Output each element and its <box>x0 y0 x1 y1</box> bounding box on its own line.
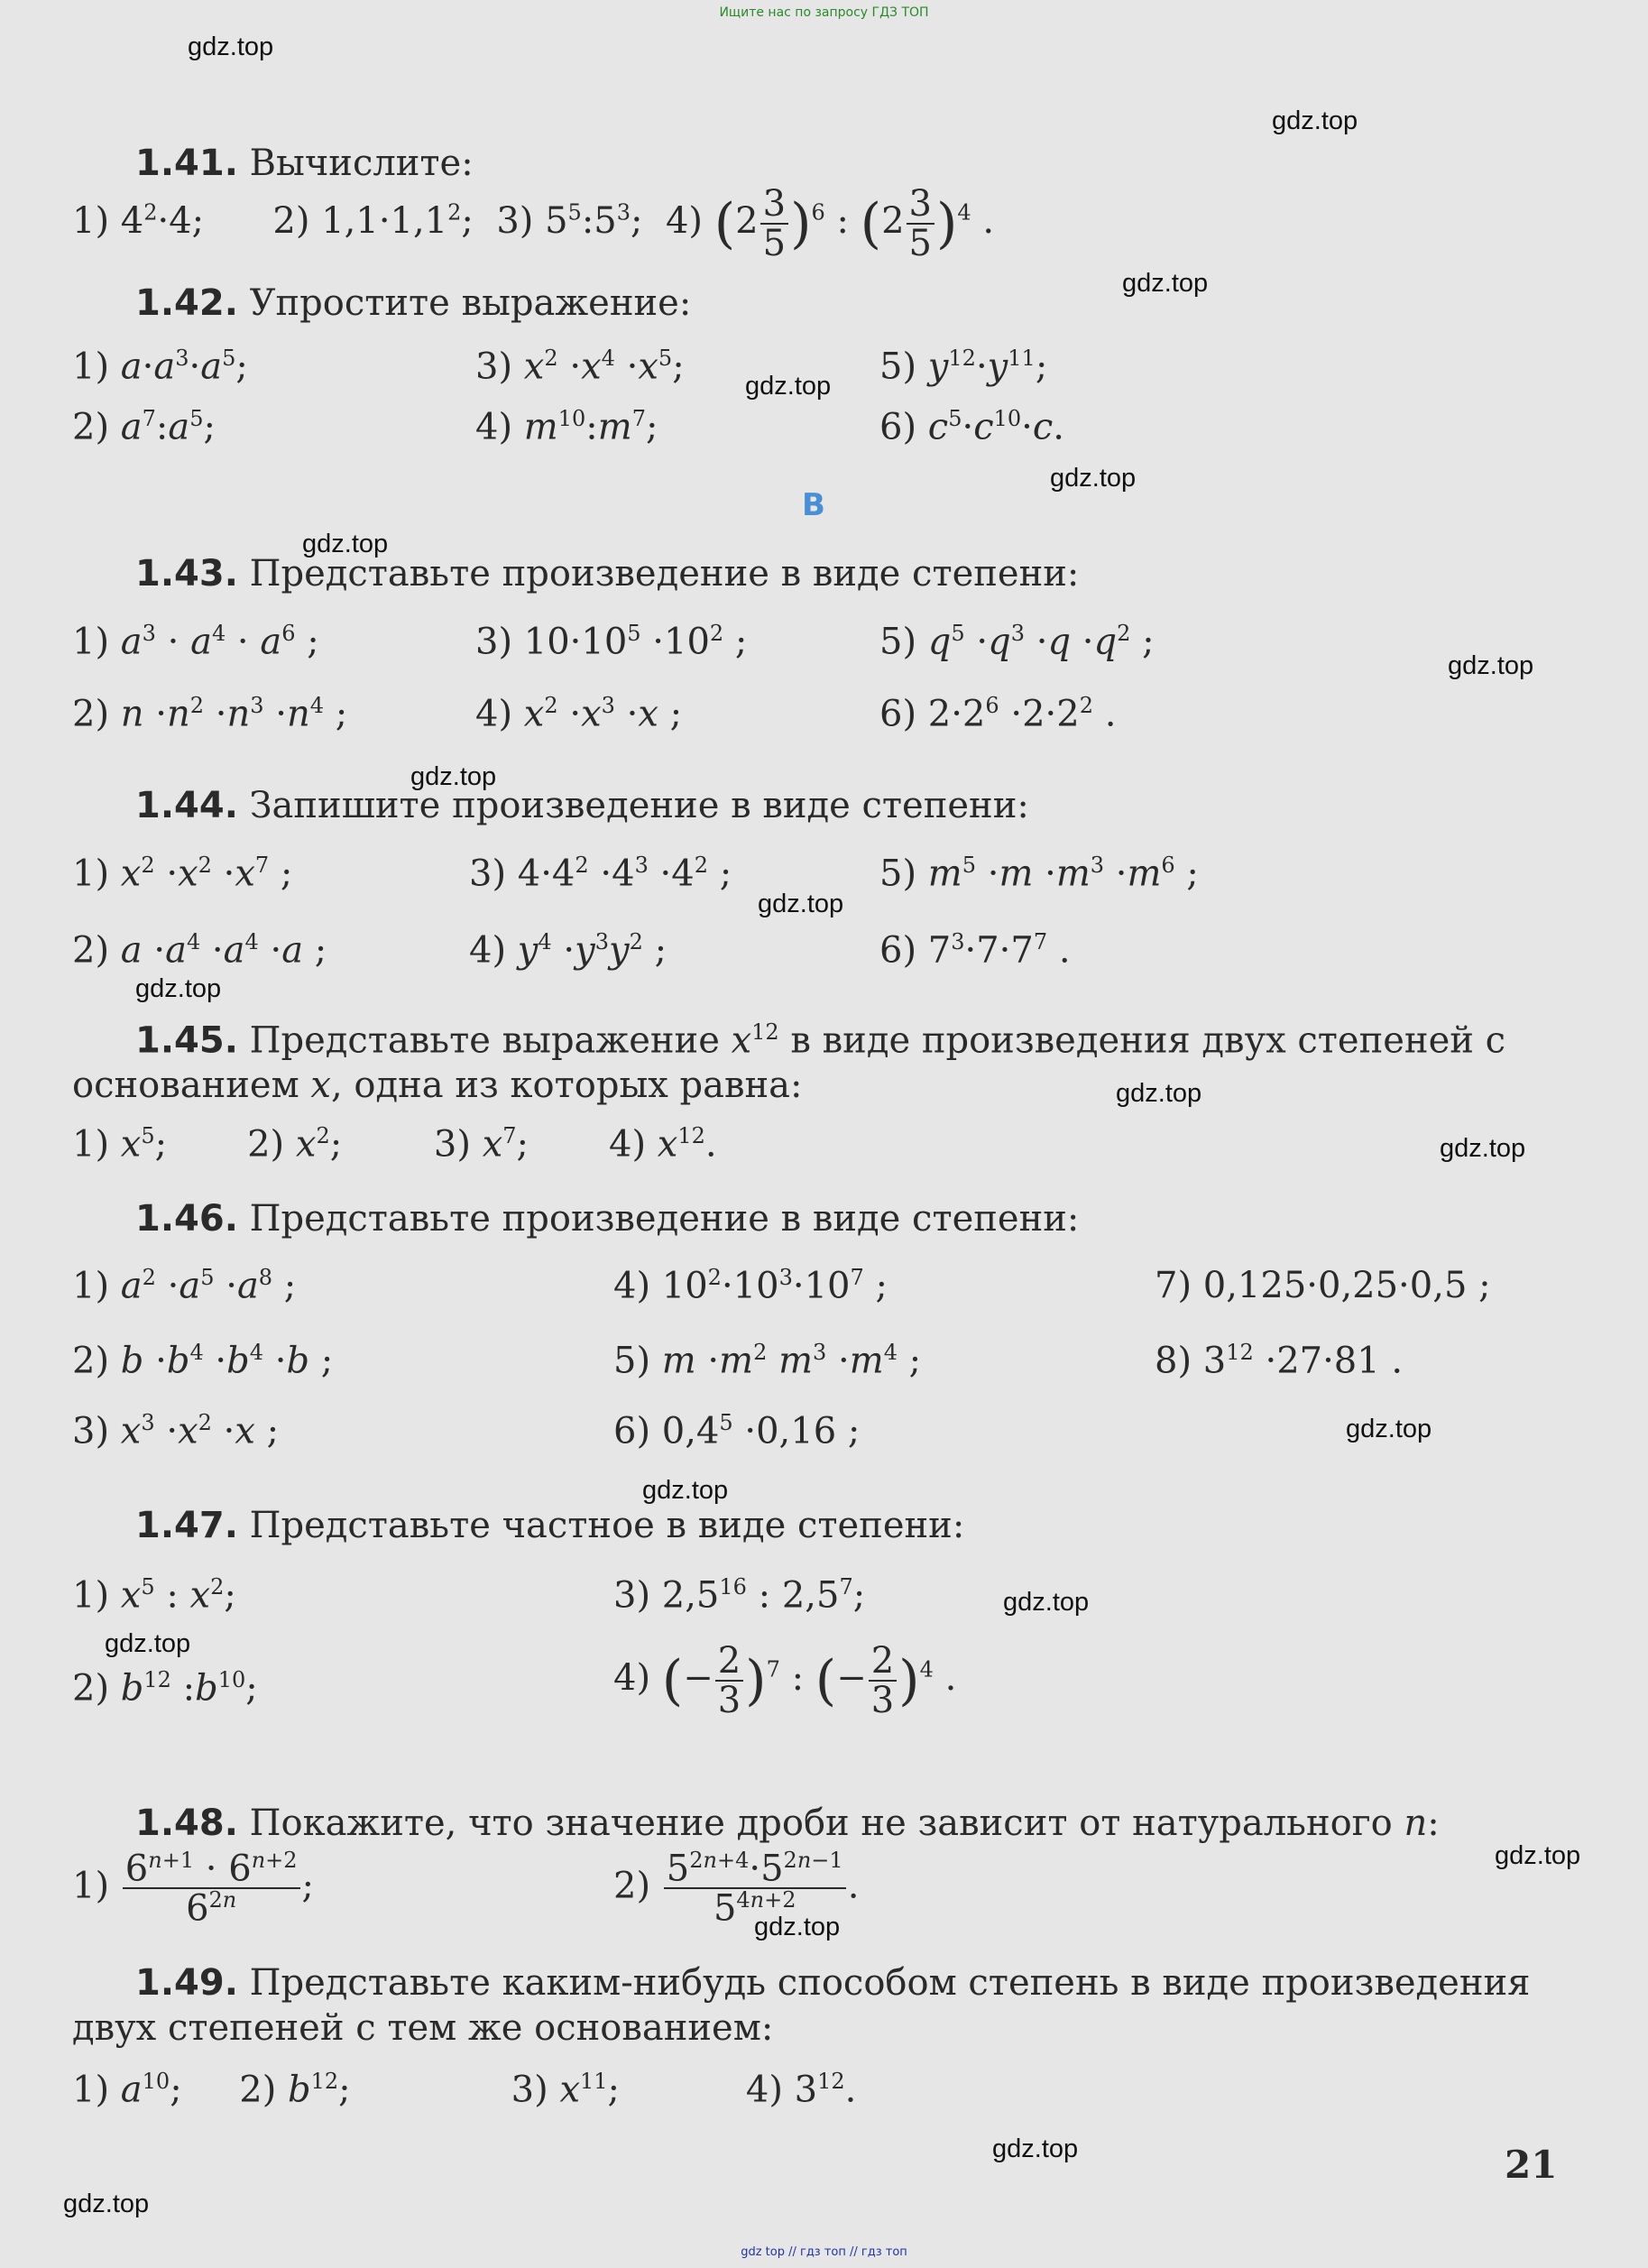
watermark: gdz.top <box>105 1629 191 1658</box>
problem-1-48-item1: 1) $\frac{6^{n+1} \cdot 6^{n+2}}{6^{2n}}$ ; <box>72 1848 315 1930</box>
problem-1-46-item3: 3) $x^3 \cdot x^2 \cdot x$ ; <box>72 1410 280 1452</box>
problem-1-46-title: 1.46. Представьте произведение в виде степени: <box>135 1198 1080 1240</box>
problem-1-42-col2b: 4) $m^{10}:m^7$; <box>475 406 658 448</box>
problem-1-44-item1: 1) $x^2 \cdot x^2 \cdot x^7$ ; <box>72 853 293 895</box>
problem-1-46-item5: 5) $m \cdot m^2$ $m^3 \cdot m^4$ ; <box>613 1340 922 1382</box>
problem-1-46-item6: 6) $0,4^5 \cdot 0,16$ ; <box>613 1410 861 1452</box>
problem-1-46-item7: 7) 0,125·0,25·0,5 ; <box>1155 1265 1491 1306</box>
problem-1-44-item5: 5) $m^5 \cdot m \cdot m^3 \cdot m^6$ ; <box>879 853 1199 895</box>
problem-1-42-col1: 1) $a\cdot a^3\cdot a^5$; <box>72 346 248 388</box>
problem-1-41-items: 1) $4^2\cdot 4$; 2) $1,1\cdot 1,1^2$; 3) $5^5:5^3$; 4) (2 $\frac{3}{5}$ )$^6$ : (2 $\frac{3}{5}$ )$^4$ . <box>72 183 995 264</box>
problem-1-43-items-r1: 1) $a^3 \cdot a^4 \cdot a^6$ ; <box>72 621 319 663</box>
problem-1-43-title: 1.43. Представьте произведение в виде степени: <box>135 553 1080 595</box>
problem-1-45-title-line2: основанием x, одна из которых равна: <box>72 1065 803 1106</box>
problem-1-49-title-line2: двух степеней с тем же основанием: <box>72 2007 774 2049</box>
problem-1-46-item2: 2) $b \cdot b^4 \cdot b^4 \cdot b$ ; <box>72 1340 334 1382</box>
problem-1-42-col1b: 2) $a^7:a^5$; <box>72 406 216 448</box>
problem-1-48-item2: 2) $\frac{5^{2n+4}\cdot 5^{2n-1}}{5^{4n+2}}$ . <box>613 1848 860 1930</box>
problem-1-47-item4: 4) (− $\frac{2}{3}$ )$^7$ : (− $\frac{2}{3}$ )$^4$ . <box>613 1640 957 1721</box>
problem-1-44-item4: 4) $y^4 \cdot y^3y^2$ ; <box>469 929 667 972</box>
problem-1-47-title: 1.47. Представьте частное в виде степени: <box>135 1505 965 1546</box>
watermark: gdz.top <box>1495 1841 1581 1870</box>
problem-1-46-item4: 4) $10^2\cdot 10^3\cdot 10^7$ ; <box>613 1265 888 1307</box>
watermark: gdz.top <box>1440 1134 1526 1163</box>
watermark: gdz.top <box>410 762 497 791</box>
page-number: 21 <box>1505 2143 1558 2187</box>
problem-1-43-item4: 4) $x^2 \cdot x^3 \cdot x$ ; <box>475 693 683 735</box>
watermark: gdz.top <box>1003 1588 1090 1617</box>
watermark: gdz.top <box>1346 1415 1432 1443</box>
problem-1-46-item1: 1) $a^2 \cdot a^5 \cdot a^8$ ; <box>72 1265 297 1307</box>
problem-1-43-item2: 2) $n \cdot n^2 \cdot n^3 \cdot n^4$ ; <box>72 693 348 735</box>
problem-1-46-item8: 8) $3^{12} \cdot 27\cdot 81$ . <box>1155 1340 1404 1382</box>
problem-1-44-item3: 3) $4\cdot 4^2 \cdot 4^3 \cdot 4^2$ ; <box>469 853 732 895</box>
problem-1-42-col3: 5) $y^{12}\cdot y^{11}$; <box>879 346 1048 388</box>
problem-1-42-title: 1.42. Упростите выражение: <box>135 282 692 324</box>
watermark: gdz.top <box>992 2134 1079 2163</box>
problem-1-43-item5: 5) $q^5 \cdot q^3 \cdot q \cdot q^2$ ; <box>879 621 1155 663</box>
problem-1-49-title: 1.49. Представьте каким-нибудь способом степень в виде произведения <box>135 1962 1531 2004</box>
watermark: gdz.top <box>758 890 844 918</box>
problem-1-41-title: 1.41. Вычислите: <box>135 143 474 184</box>
problem-1-42-col2: 3) $x^2 \cdot x^4 \cdot x^5$; <box>475 346 685 388</box>
problem-1-43-item3: 3) $10\cdot 10^5 \cdot 10^2$ ; <box>475 621 748 663</box>
problem-1-45-items: 1) $x^5$; 2) $x^2$; 3) $x^7$; 4) $x^{12}$. <box>72 1123 717 1166</box>
top-banner[interactable]: Ищите нас по запросу ГДЗ ТОП <box>719 5 929 20</box>
watermark: gdz.top <box>1116 1079 1202 1108</box>
watermark: gdz.top <box>302 530 389 558</box>
watermark: gdz.top <box>63 2190 150 2218</box>
watermark: gdz.top <box>1448 651 1534 680</box>
problem-1-44-title: 1.44. Запишите произведение в виде степени: <box>135 785 1029 826</box>
problem-1-42-col3b: 6) $c^5\cdot c^{10}\cdot c$. <box>879 406 1064 448</box>
watermark: gdz.top <box>1050 464 1137 493</box>
problem-1-47-item1: 1) $x^5$ : $x^2$; <box>72 1574 236 1617</box>
problem-1-44-item2: 2) $a \cdot a^4 \cdot a^4 \cdot a$ ; <box>72 929 327 972</box>
problem-1-45-title: 1.45. Представьте выражение $x^{12}$ в виде произведения двух степеней с <box>135 1019 1506 1062</box>
problem-1-49-items: 1) $a^{10}$; 2) $b^{12}$; 3) $x^{11}$; 4) $3^{12}$. <box>72 2069 857 2111</box>
watermark: gdz.top <box>1272 106 1358 135</box>
bottom-banner[interactable]: gdz top // гдз топ // гдз топ <box>741 2245 907 2259</box>
watermark: gdz.top <box>642 1476 729 1505</box>
problem-1-47-item3: 3) $2,5^{16}$ : $2,5^7$; <box>613 1574 866 1617</box>
problem-1-48-title: 1.48. Покажите, что значение дроби не зависит от натурального n: <box>135 1802 1440 1844</box>
watermark: gdz.top <box>1122 269 1209 298</box>
watermark: gdz.top <box>745 372 832 401</box>
watermark: gdz.top <box>135 974 222 1003</box>
problem-1-44-item6: 6) $7^3\cdot 7\cdot 7^7$ . <box>879 929 1071 972</box>
problem-1-43-item6: 6) $2\cdot 2^6 \cdot 2\cdot 2^2$ . <box>879 693 1117 735</box>
problem-1-47-item2: 2) $b^{12}$ $:b^{10}$; <box>72 1667 258 1710</box>
watermark: gdz.top <box>188 32 274 61</box>
watermark: gdz.top <box>754 1913 841 1941</box>
section-letter: B <box>802 487 825 523</box>
